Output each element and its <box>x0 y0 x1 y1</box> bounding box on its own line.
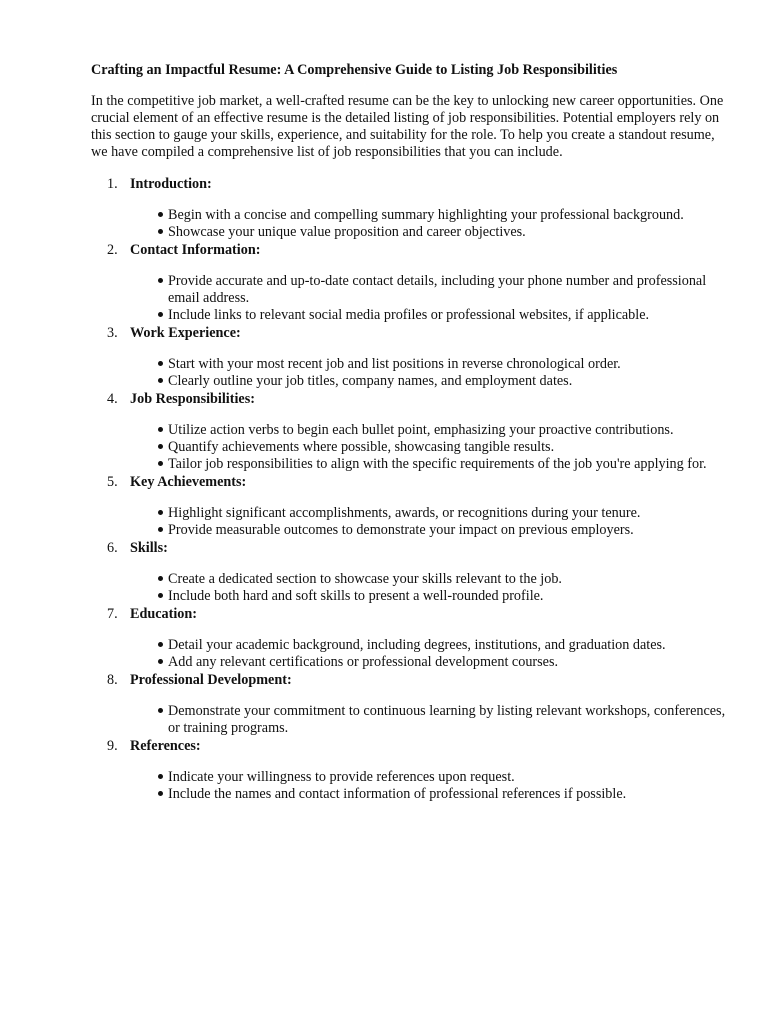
section-number: 9. <box>107 738 118 754</box>
intro-paragraph: In the competitive job market, a well-crafted resume can be the key to unlocking new career opportunities. One crucial element of an effective resume is the detailed listing of job responsibilities. Potential employers rely on this section to gauge your skills, experience, and suitability for the role. To help you create a standout resume, we have compiled a comprehensive list of job responsibilities that you can include. <box>91 93 724 160</box>
bullet-item <box>168 439 728 456</box>
bullet-text: Start with your most recent job and list positions in reverse chronological order. <box>168 356 621 372</box>
section-number: 5. <box>107 474 118 490</box>
section-number: 3. <box>107 325 118 341</box>
bullet-dot-icon <box>158 212 163 217</box>
bullet-item <box>168 571 728 588</box>
bullet-text: Highlight significant accomplishments, awards, or recognitions during your tenure. <box>168 505 641 521</box>
section-number: 1. <box>107 176 118 192</box>
bullet-text: Provide accurate and up-to-date contact details, including your phone number and professional email address. <box>168 273 707 306</box>
section-item-1 <box>91 175 731 241</box>
bullet-dot-icon <box>158 659 163 664</box>
section-item-2 <box>91 241 731 324</box>
bullet-item <box>168 224 728 241</box>
section-number: 2. <box>107 242 118 258</box>
bullet-dot-icon <box>158 708 163 713</box>
bullet-dot-icon <box>158 361 163 366</box>
section-number: 7. <box>107 606 118 622</box>
section-number: 6. <box>107 540 118 556</box>
section-number: 4. <box>107 391 118 407</box>
bullet-item <box>168 769 728 786</box>
bullet-item <box>168 637 728 654</box>
section-title: References: <box>130 738 201 754</box>
section-heading <box>91 473 731 491</box>
section-number: 8. <box>107 672 118 688</box>
bullet-text: Provide measurable outcomes to demonstrate your impact on previous employers. <box>168 522 634 538</box>
bullet-dot-icon <box>158 593 163 598</box>
section-heading <box>91 539 731 557</box>
bullet-item <box>168 786 728 803</box>
section-item-3 <box>91 324 731 390</box>
bullet-item <box>168 422 728 439</box>
bullet-dot-icon <box>158 312 163 317</box>
bullet-text: Quantify achievements where possible, showcasing tangible results. <box>168 439 555 455</box>
section-item-7 <box>91 605 731 671</box>
section-item-8 <box>91 671 731 737</box>
bullet-dot-icon <box>158 278 163 283</box>
bullet-item <box>168 654 728 671</box>
section-title: Contact Information: <box>130 242 261 258</box>
bullet-list <box>91 273 731 324</box>
bullet-text: Add any relevant certifications or professional development courses. <box>168 654 559 670</box>
bullet-dot-icon <box>158 774 163 779</box>
bullet-list <box>91 571 731 605</box>
bullet-dot-icon <box>158 576 163 581</box>
bullet-item <box>168 588 728 605</box>
bullet-item <box>168 505 728 522</box>
bullet-dot-icon <box>158 229 163 234</box>
bullet-list <box>91 703 731 737</box>
section-item-5 <box>91 473 731 539</box>
bullet-item <box>168 703 728 737</box>
bullet-item <box>168 522 728 539</box>
bullet-dot-icon <box>158 427 163 432</box>
bullet-text: Clearly outline your job titles, company names, and employment dates. <box>168 373 573 389</box>
bullet-text: Detail your academic background, including degrees, institutions, and graduation dates. <box>168 637 666 653</box>
section-item-4 <box>91 390 731 473</box>
bullet-text: Include both hard and soft skills to present a well-rounded profile. <box>168 588 544 604</box>
bullet-dot-icon <box>158 510 163 515</box>
section-title: Job Responsibilities: <box>130 391 255 407</box>
bullet-item <box>168 356 728 373</box>
bullet-text: Showcase your unique value proposition and career objectives. <box>168 224 526 240</box>
section-heading <box>91 671 731 689</box>
document-page <box>91 60 731 803</box>
bullet-dot-icon <box>158 527 163 532</box>
bullet-dot-icon <box>158 461 163 466</box>
section-title: Skills: <box>130 540 168 556</box>
bullet-list <box>91 769 731 803</box>
section-title: Introduction: <box>130 176 212 192</box>
bullet-item <box>168 307 728 324</box>
bullet-text: Demonstrate your commitment to continuous learning by listing relevant workshops, conferences, or training programs. <box>168 703 726 736</box>
section-item-6 <box>91 539 731 605</box>
bullet-text: Indicate your willingness to provide references upon request. <box>168 769 515 785</box>
section-title: Education: <box>130 606 198 622</box>
document-title: Crafting an Impactful Resume: A Comprehensive Guide to Listing Job Responsibilities <box>91 62 618 78</box>
bullet-dot-icon <box>158 642 163 647</box>
bullet-item <box>168 207 728 224</box>
bullet-item <box>168 456 728 473</box>
bullet-item <box>168 273 728 307</box>
section-item-9 <box>91 737 731 803</box>
section-title: Professional Development: <box>130 672 292 688</box>
bullet-text: Include the names and contact information of professional references if possible. <box>168 786 627 802</box>
bullet-dot-icon <box>158 791 163 796</box>
bullet-list <box>91 637 731 671</box>
bullet-list <box>91 356 731 390</box>
bullet-list <box>91 505 731 539</box>
section-heading <box>91 324 731 342</box>
bullet-text: Utilize action verbs to begin each bullet point, emphasizing your proactive contributions. <box>168 422 674 438</box>
bullet-text: Include links to relevant social media profiles or professional websites, if applicable. <box>168 307 650 323</box>
bullet-list <box>91 207 731 241</box>
section-heading <box>91 737 731 755</box>
bullet-list <box>91 422 731 473</box>
bullet-item <box>168 373 728 390</box>
section-title: Work Experience: <box>130 325 241 341</box>
bullet-text: Tailor job responsibilities to align with the specific requirements of the job you're applying for. <box>168 456 707 472</box>
bullet-text: Begin with a concise and compelling summary highlighting your professional background. <box>168 207 684 223</box>
section-heading <box>91 390 731 408</box>
bullet-dot-icon <box>158 444 163 449</box>
bullet-dot-icon <box>158 378 163 383</box>
section-heading <box>91 175 731 193</box>
section-title: Key Achievements: <box>130 474 247 490</box>
section-heading <box>91 605 731 623</box>
bullet-text: Create a dedicated section to showcase your skills relevant to the job. <box>168 571 562 587</box>
section-list <box>91 175 731 803</box>
section-heading <box>91 241 731 259</box>
